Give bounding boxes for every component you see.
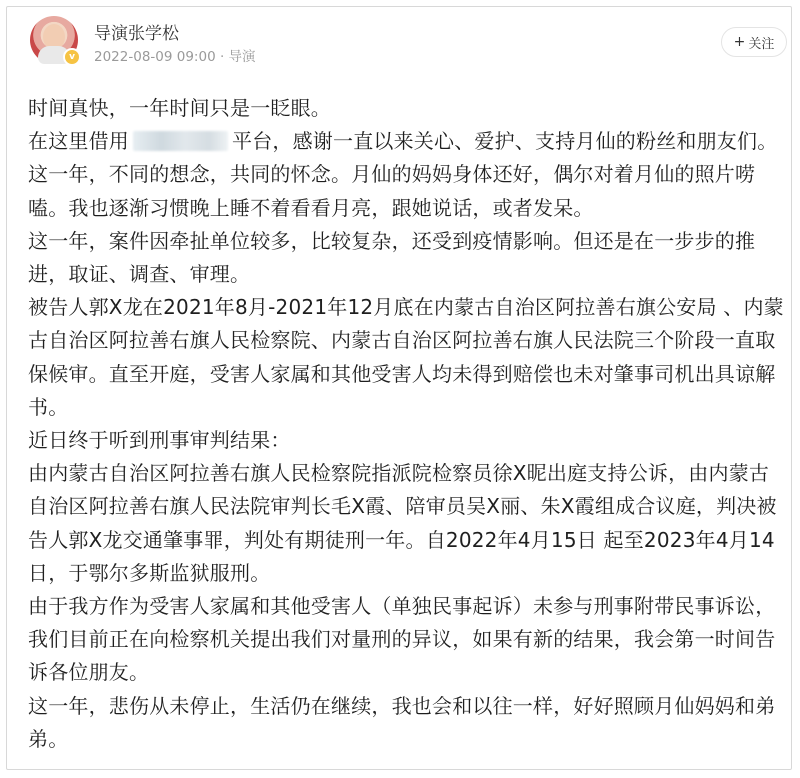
plus-icon: + — [733, 34, 746, 50]
body-line: 诉各位朋友。 — [28, 660, 150, 685]
post-timestamp: 2022-08-09 09:00 — [94, 49, 216, 65]
post-source: 导演 — [228, 49, 256, 65]
body-line — [28, 125, 788, 158]
body-line: 保候审。直至开庭，受害人家属和其他受害人均未得到赔偿也未对肇事司机出具谅解 — [28, 361, 776, 386]
body-line: 嗑。我也逐渐习惯晚上睡不着看看月亮，跟她说话，或者发呆。 — [28, 195, 594, 220]
body-text: 在这里借用 — [28, 129, 129, 154]
redacted-platform-name — [133, 131, 228, 151]
body-line: 时间真快，一年时间只是一眨眼。 — [28, 96, 331, 120]
post-meta — [94, 45, 256, 65]
body-line: 我们目前正在向检察机关提出我们对量刑的异议，如果有新的结果，我会第一时间告 — [28, 627, 776, 652]
body-line: 日，于鄂尔多斯监狱服刑。 — [28, 560, 271, 585]
body-line: 被告人郭X龙在2021年8月-2021年12月底在内蒙古自治区阿拉善右旗公安局 、内蒙 — [28, 295, 784, 320]
body-line: 近日终于听到刑事审判结果： — [28, 428, 291, 453]
meta-separator: · — [219, 49, 225, 65]
follow-button[interactable] — [721, 27, 787, 57]
body-line: 书。 — [28, 394, 69, 419]
follow-label: 关注 — [748, 36, 775, 52]
body-line: 告人郭X龙交通肇事罪，判处有期徒刑一年。自2022年4月15日 起至2023年4月14 — [28, 527, 775, 552]
post-body — [28, 92, 788, 756]
body-line: 自治区阿拉善右旗人民法院审判长毛X霞、陪审员吴X丽、朱X霞组成合议庭，判决被 — [28, 494, 777, 519]
body-text: 平台，感谢一直以来关心、爱护、支持月仙的粉丝和朋友们。 — [232, 129, 778, 154]
body-line: 这一年，案件因牵扯单位较多，比较复杂，还受到疫情影响。但还是在一步步的推 — [28, 228, 756, 253]
body-line: 由于我方作为受害人家属和其他受害人（单独民事起诉）未参与刑事附带民事诉讼， — [28, 594, 776, 619]
body-line: 进，取证、调查、审理。 — [28, 262, 251, 287]
verified-badge-icon: v — [63, 48, 81, 66]
author-name[interactable]: 导演张学松 — [94, 24, 179, 44]
body-line: 由内蒙古自治区阿拉善右旗人民检察院指派院检察员徐X昵出庭支持公诉，由内蒙古 — [28, 461, 770, 486]
body-line: 古自治区阿拉善右旗人民检察院、内蒙古自治区阿拉善右旗人民法院三个阶段一直取 — [28, 328, 776, 353]
body-line: 这一年，不同的想念，共同的怀念。月仙的妈妈身体还好，偶尔对着月仙的照片唠 — [28, 162, 756, 187]
body-line: 这一年，悲伤从未停止，生活仍在继续，我也会和以往一样，好好照顾月仙妈妈和弟 — [28, 693, 776, 718]
body-line: 弟。 — [28, 726, 69, 751]
